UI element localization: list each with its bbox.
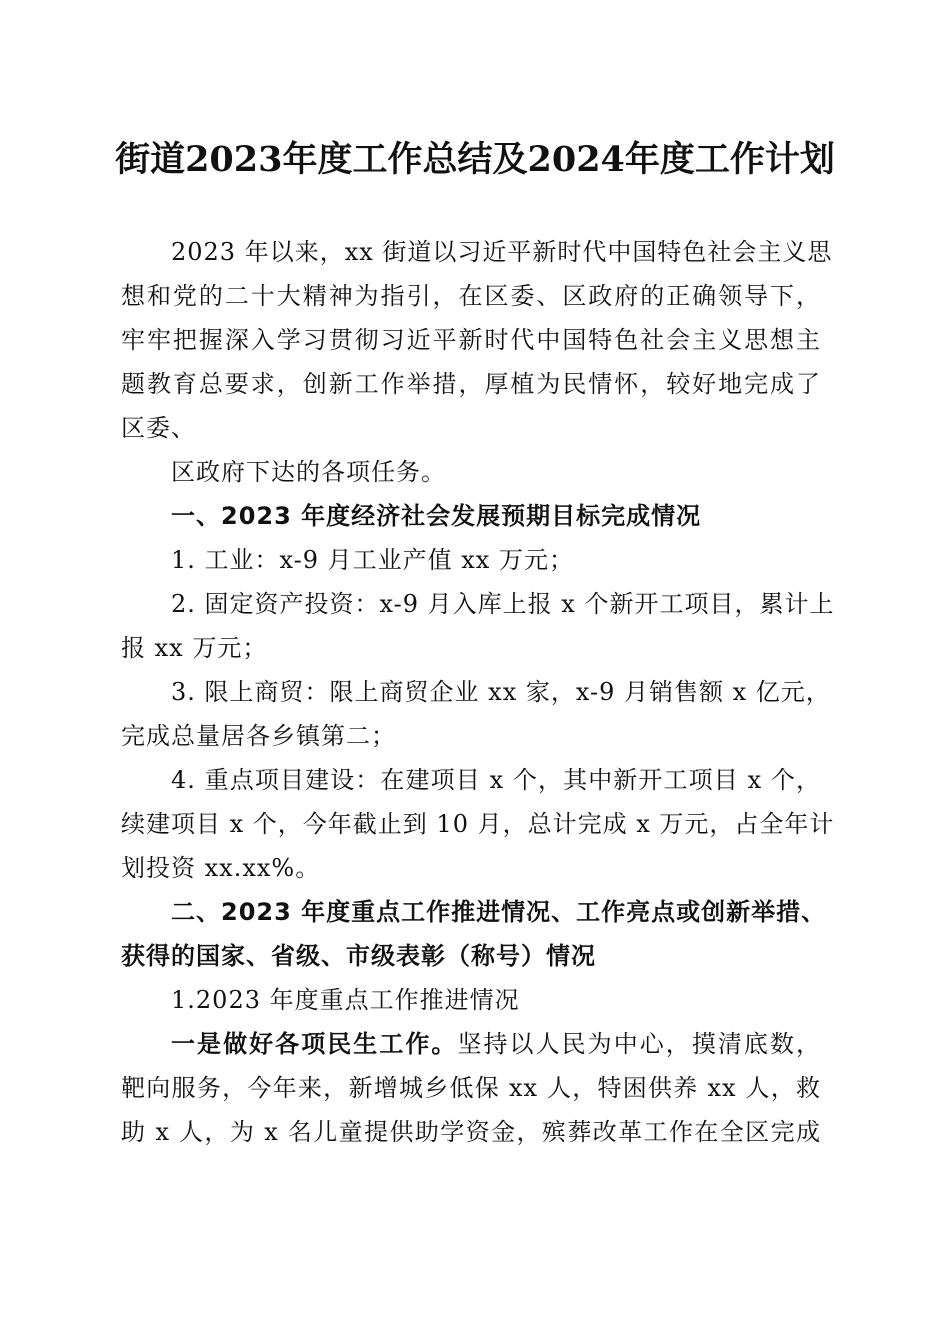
document-body (121, 230, 835, 1154)
paragraph-line: 靶向服务，今年来，新增城乡低保 xx 人，特困供养 xx 人，救 (121, 1074, 821, 1102)
section-heading-continuation: 获得的国家、省级、市级表彰（称号）情况 (121, 942, 596, 970)
subsection-heading: 1.2023 年度重点工作推进情况 (171, 986, 520, 1014)
list-item-continuation: 完成总量居各乡镇第二； (121, 722, 396, 750)
section-heading: 一、2023 年度经济社会发展预期目标完成情况 (171, 502, 702, 530)
paragraph-line: 2023 年以来，xx 街道以习近平新时代中国特色社会主义思 (171, 238, 833, 266)
paragraph-line: 区政府下达的各项任务。 (171, 458, 446, 486)
list-item-continuation: 划投资 xx.xx%。 (121, 854, 321, 882)
list-item-continuation: 报 xx 万元； (121, 634, 268, 662)
paragraph-line: 助 x 人，为 x 名儿童提供助学资金，殡葬改革工作在全区完成 (121, 1118, 821, 1146)
list-item: 2. 固定资产投资：x-9 月入库上报 x 个新开工项目，累计上 (171, 590, 835, 618)
paragraph-line: 题教育总要求，创新工作举措，厚植为民情怀，较好地完成了 (121, 370, 821, 398)
paragraph-lead: 一是做好各项民生工作。 (171, 1030, 458, 1058)
paragraph-line: 牢牢把握深入学习贯彻习近平新时代中国特色社会主义思想主 (121, 326, 821, 354)
section-heading: 二、2023 年度重点工作推进情况、工作亮点或创新举措、 (171, 898, 827, 926)
paragraph-text: 坚持以人民为中心，摸清底数， (457, 1030, 822, 1058)
list-item-continuation: 续建项目 x 个，今年截止到 10 月，总计完成 x 万元，占全年计 (121, 810, 835, 838)
document-title: 街道2023年度工作总结及2024年度工作计划 (115, 139, 835, 180)
list-item: 1. 工业：x-9 月工业产值 xx 万元； (171, 546, 574, 574)
paragraph-line (121, 1022, 821, 1066)
paragraph-line: 区委、 (121, 414, 196, 442)
list-item: 4. 重点项目建设：在建项目 x 个，其中新开工项目 x 个， (171, 766, 821, 794)
paragraph-line: 想和党的二十大精神为指引，在区委、区政府的正确领导下， (121, 282, 821, 310)
list-item: 3. 限上商贸：限上商贸企业 xx 家，x-9 月销售额 x 亿元， (171, 678, 831, 706)
